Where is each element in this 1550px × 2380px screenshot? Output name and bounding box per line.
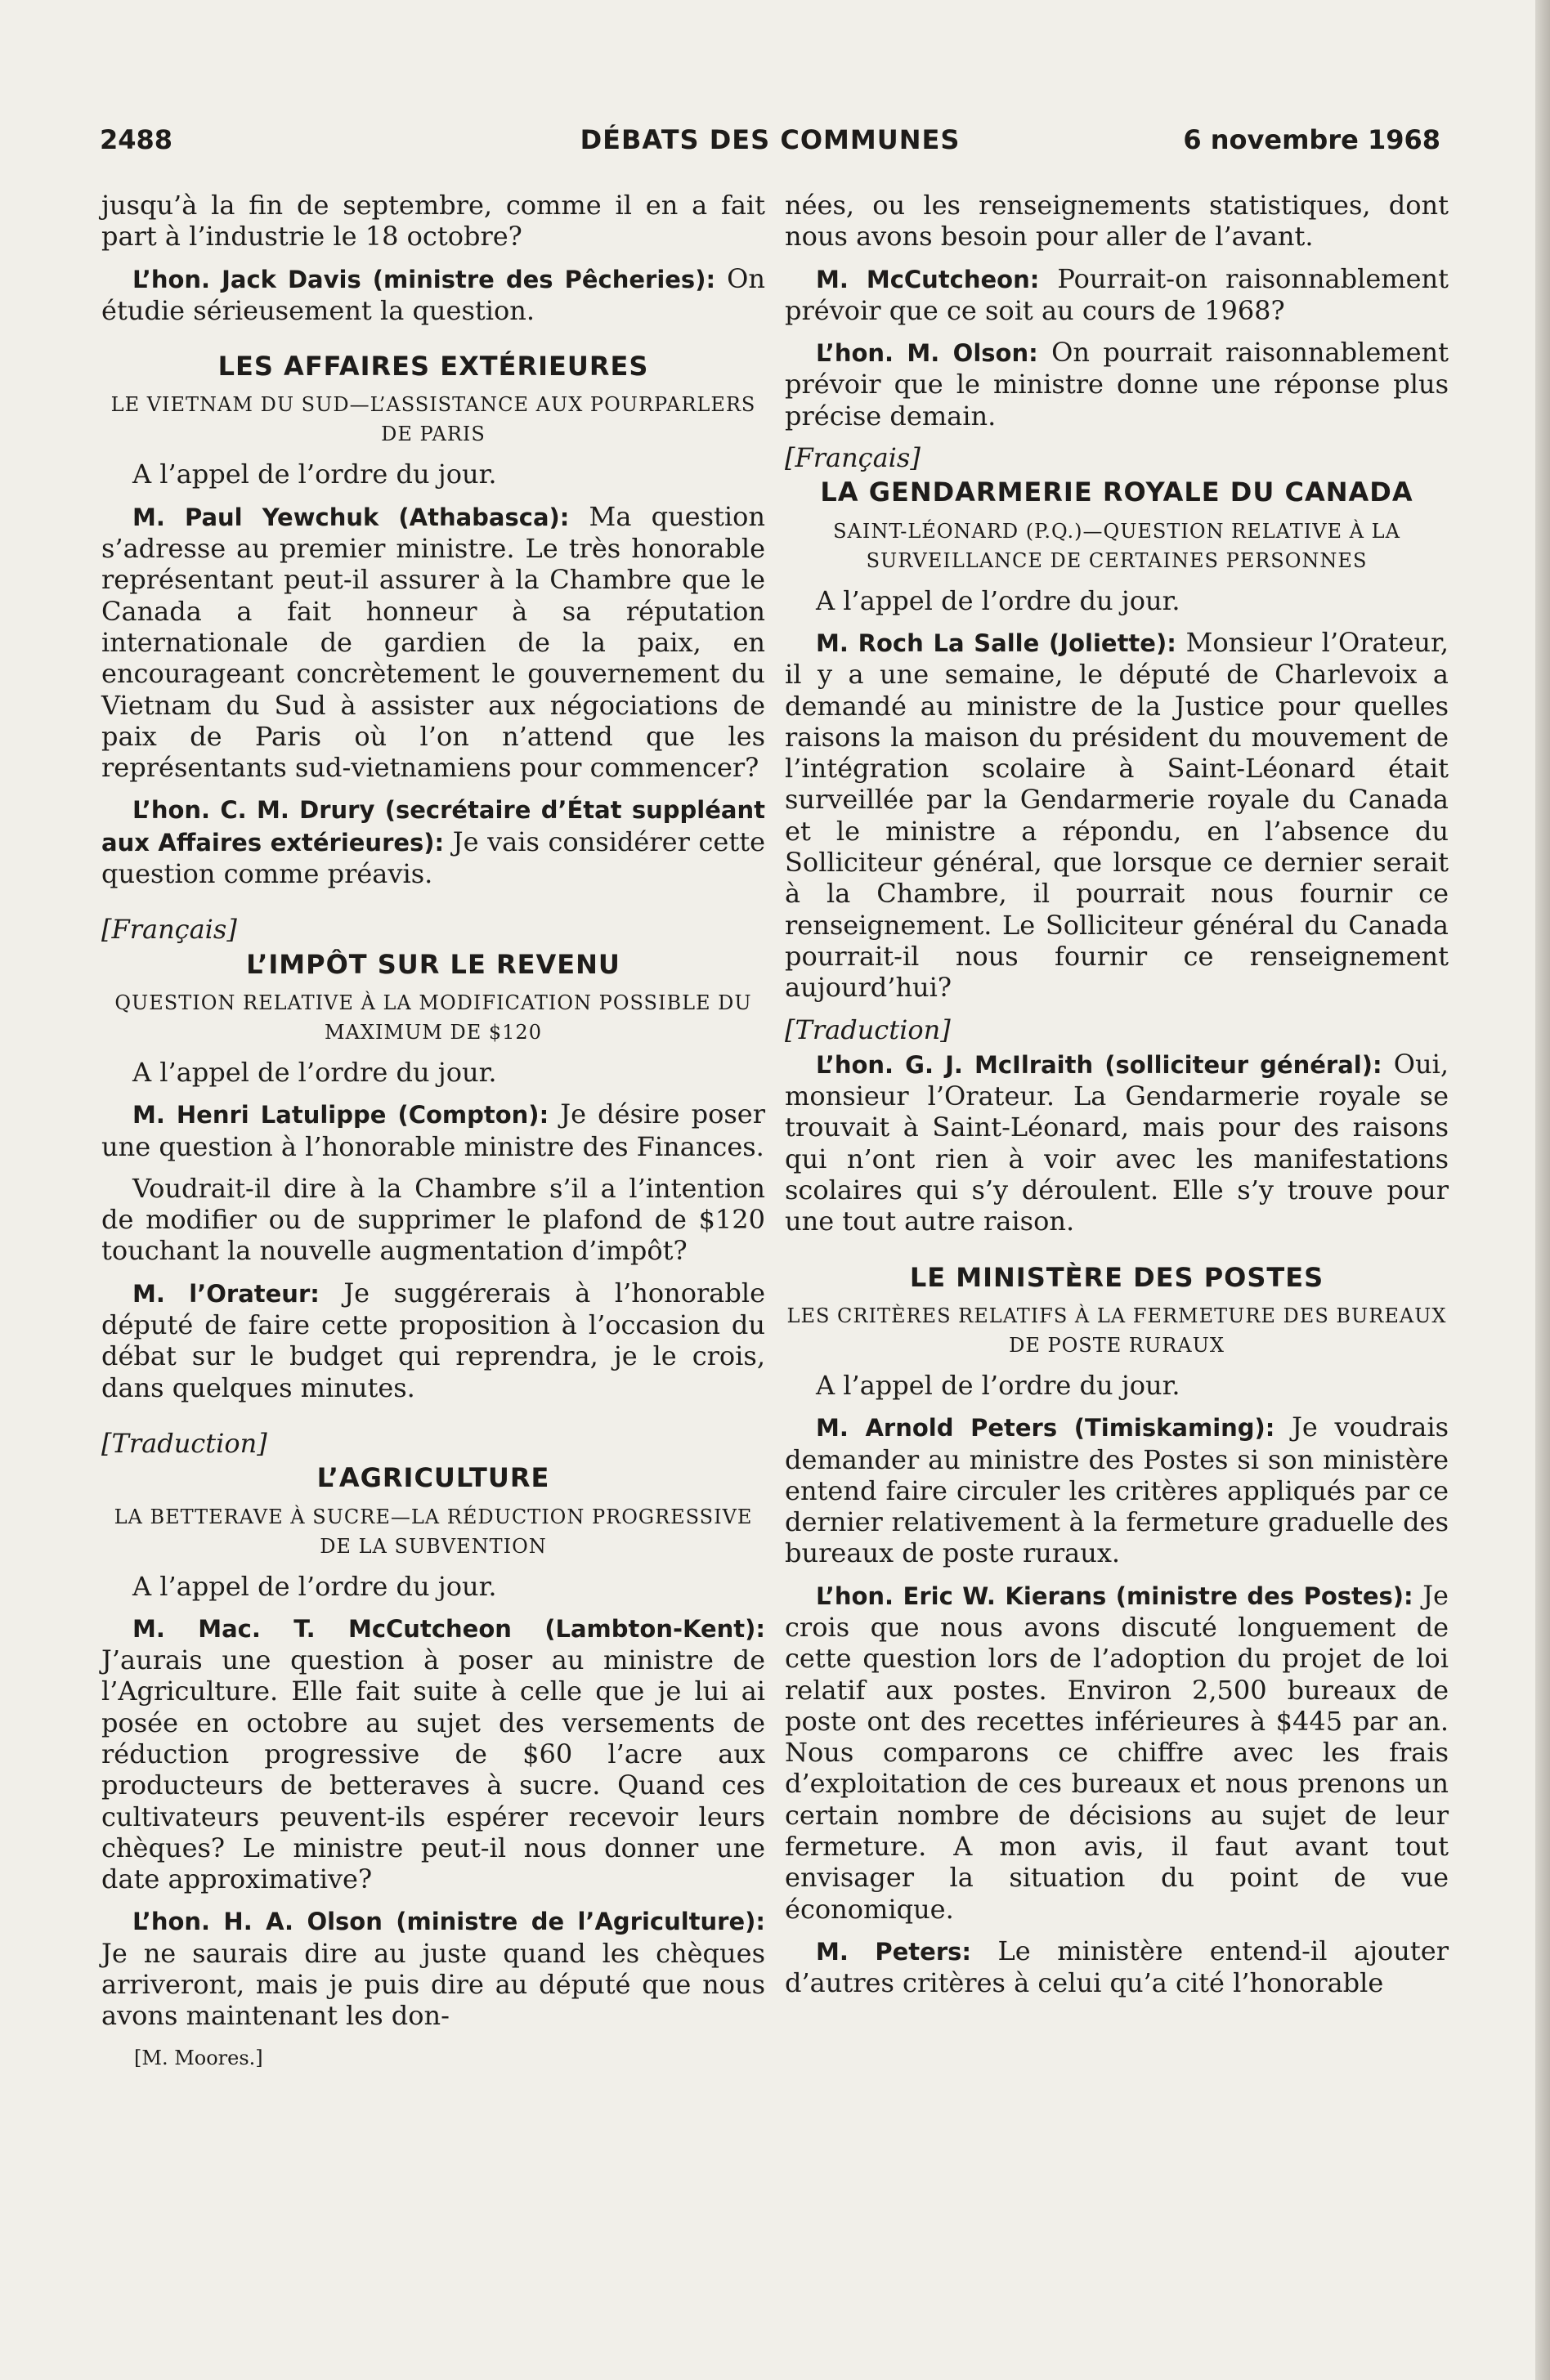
section-heading: LES AFFAIRES EXTÉRIEURES	[217, 351, 649, 382]
speaker-name: M. Mac. T. McCutcheon (Lambton-Kent):	[132, 1614, 765, 1643]
speech-text: Ma question s’adresse au premier ministre. Le très honorable représentant peut-il assurer à la Chambre que le Canada a fait honneur à sa réputation internationale de gardien de la paix, en encourageant concrètement le gouvernement du Vietnam du Sud à assister aux négociations de paix de Paris où l’on n’attend que les représentants sud-vietnamiens pour commencer?	[101, 500, 766, 784]
speaker-name: M. Roch La Salle (Joliette):	[816, 629, 1176, 657]
speaker-name: L’hon. G. J. McIlraith (solliciteur général):	[816, 1050, 1382, 1079]
left-column	[101, 190, 765, 2074]
speech-latulippe	[101, 1098, 765, 1162]
speech-la-salle	[785, 627, 1449, 1004]
paragraph: A l’appel de l’ordre du jour.	[132, 1570, 497, 1602]
paragraph: nées, ou les renseignements statistiques, dont nous avons besoin pour aller de l’avant.	[785, 190, 1449, 253]
speech-kierans	[785, 1580, 1449, 1925]
speech-text: Je crois que nous avons discuté longuement de cette question lors de l’adoption du projet de loi relatif aux postes. Environ 2,500 bureaux de poste ont des recettes inférieures à $445 par an. Nous comparons ce chiffre avec les frais d’exploitation de ces bureaux et nous prenons un certain nombre de décisions au sujet de leur fermeture. A mon avis, il faut avant tout envisager la situation du point de vue économique.	[785, 1579, 1449, 1925]
header-date: 6 novembre 1968	[1183, 124, 1440, 155]
subsection-heading: LES CRITÈRES RELATIFS À LA FERMETURE DES BUREAUX DE POSTE RURAUX	[786, 1304, 1447, 1357]
speaker-name: M. McCutcheon:	[816, 265, 1040, 293]
speech-olson	[785, 337, 1449, 432]
section-heading: L’AGRICULTURE	[316, 1462, 550, 1494]
speech-yewchuk	[101, 501, 765, 784]
speech-orateur	[101, 1277, 765, 1403]
speech-text: Je vais considérer cette question comme préavis.	[101, 825, 766, 890]
speech-text: On étudie sérieusement la question.	[101, 262, 765, 326]
speech-peters	[785, 1935, 1449, 1999]
paragraph: A l’appel de l’ordre du jour.	[132, 1056, 497, 1088]
page-number: 2488	[100, 124, 173, 155]
speech-peters	[785, 1411, 1449, 1568]
language-marker: [Traduction]	[101, 1427, 267, 1459]
subsection-heading: QUESTION RELATIVE À LA MODIFICATION POSSIBLE DU MAXIMUM DE $120	[114, 991, 752, 1044]
speech-text: Je voudrais demander au ministre des Postes si son ministère entend faire circuler les critères appliqués par ce dernier relativement à la fermeture graduelle des bureaux de poste ruraux.	[785, 1411, 1449, 1569]
paragraph: A l’appel de l’ordre du jour.	[816, 584, 1180, 616]
language-marker: [Français]	[101, 914, 237, 946]
language-marker: [Traduction]	[785, 1013, 951, 1045]
speech-text: On pourrait raisonnablement prévoir que le ministre donne une réponse plus précise demain.	[785, 337, 1449, 432]
paragraph: jusqu’à la fin de septembre, comme il en a fait part à l’industrie le 18 octobre?	[101, 190, 765, 253]
section-heading: LE MINISTÈRE DES POSTES	[909, 1261, 1324, 1293]
speaker-name: M. l’Orateur:	[132, 1279, 320, 1308]
speech-text: Je désire poser une question à l’honorable ministre des Finances.	[101, 1098, 765, 1162]
section-heading: LA GENDARMERIE ROYALE DU CANADA	[820, 476, 1413, 508]
speech-olson	[101, 1905, 765, 2031]
speech-mccutcheon	[785, 263, 1449, 327]
speech-text: Le ministère entend-il ajouter d’autres critères à celui qu’a cité l’honorable	[785, 1935, 1449, 1999]
speaker-name: M. Paul Yewchuk (Athabasca):	[132, 503, 570, 531]
speaker-name: M. Arnold Peters (Timiskaming):	[816, 1414, 1275, 1443]
subsection-heading: SAINT-LÉONARD (P.Q.)—QUESTION RELATIVE À LA SURVEILLANCE DE CERTAINES PERSONNES	[833, 519, 1400, 572]
speech-text: Je ne saurais dire au juste quand les chèques arriveront, mais je puis dire au député que nous avons maintenant les don-	[101, 1937, 765, 2032]
right-column	[785, 190, 1449, 2010]
speaker-name: M. Peters:	[816, 1937, 971, 1966]
speaker-name: L’hon. Eric W. Kierans (ministre des Postes):	[816, 1581, 1413, 1610]
speech-text: J’aurais une question à poser au ministre de l’Agriculture. Elle fait suite à celle que je lui ai posée en octobre au sujet des versements de réduction progressive de $60 l’acre aux producteurs de betteraves à sucre. Quand ces cultivateurs peuvent-ils espérer recevoir leurs chèques? Le ministre peut-il nous donner une date approximative?	[101, 1644, 765, 1895]
speaker-name: M. Henri Latulippe (Compton):	[132, 1101, 549, 1130]
speech-mccutcheon	[101, 1613, 765, 1895]
subsection-heading: LA BETTERAVE À SUCRE—LA RÉDUCTION PROGRESSIVE DE LA SUBVENTION	[114, 1505, 753, 1558]
paragraph: A l’appel de l’ordre du jour.	[816, 1369, 1180, 1401]
running-title: DÉBATS DES COMMUNES	[580, 124, 961, 155]
speech-text: Oui, monsieur l’Orateur. La Gendarmerie royale se trouvait à Saint-Léonard, mais pour des raisons qui n’ont rien à voir avec les manifestations scolaires qui s’y déroulent. Elle s’y trouve pour une tout autre raison.	[785, 1048, 1449, 1237]
paragraph: A l’appel de l’ordre du jour.	[132, 459, 497, 490]
speech-text: Pourrait-on raisonnablement prévoir que ce soit au cours de 1968?	[785, 262, 1449, 326]
section-heading: L’IMPÔT SUR LE REVENU	[246, 948, 620, 980]
page-header	[100, 124, 1440, 165]
speaker-name: L’hon. C. M. Drury (secrétaire d’État suppléant aux Affaires extérieures):	[101, 796, 765, 857]
speech-davis	[101, 263, 765, 327]
speech-drury	[101, 794, 765, 889]
speech-text: Monsieur l’Orateur, il y a une semaine, le député de Charlevoix a demandé au ministre de la Justice pour quelles raisons la maison du président du mouvement de l’intégration scolaire à Saint-Léonard était surveillée par la Gendarmerie royale du Canada et le ministre a répondu, en l’absence du Solliciteur général, que lorsque ce dernier serait à la Chambre, il pourrait nous fournir ce renseignement. Le Solliciteur général du Canada pourrait-il nous fournir ce renseignement aujourd’hui?	[785, 626, 1449, 1004]
speech-mcilraith	[785, 1049, 1449, 1237]
footnote: [M. Moores.]	[134, 2046, 263, 2069]
speaker-name: L’hon. Jack Davis (ministre des Pêcheries):	[132, 265, 716, 293]
speaker-name: L’hon. M. Olson:	[816, 339, 1038, 368]
speech-text: Je suggérerais à l’honorable député de faire cette proposition à l’occasion du débat sur le budget qui reprendra, je le crois, dans quelques minutes.	[101, 1277, 766, 1403]
language-marker: [Français]	[785, 442, 921, 474]
page-edge-shadow	[1535, 0, 1550, 2380]
subsection-heading: LE VIETNAM DU SUD—L’ASSISTANCE AUX POURPARLERS DE PARIS	[110, 393, 756, 446]
paragraph: Voudrait-il dire à la Chambre s’il a l’intention de modifier ou de supprimer le plafond de $120 touchant la nouvelle augmentation d’impôt?	[101, 1172, 765, 1267]
speaker-name: L’hon. H. A. Olson (ministre de l’Agriculture):	[132, 1908, 765, 1936]
